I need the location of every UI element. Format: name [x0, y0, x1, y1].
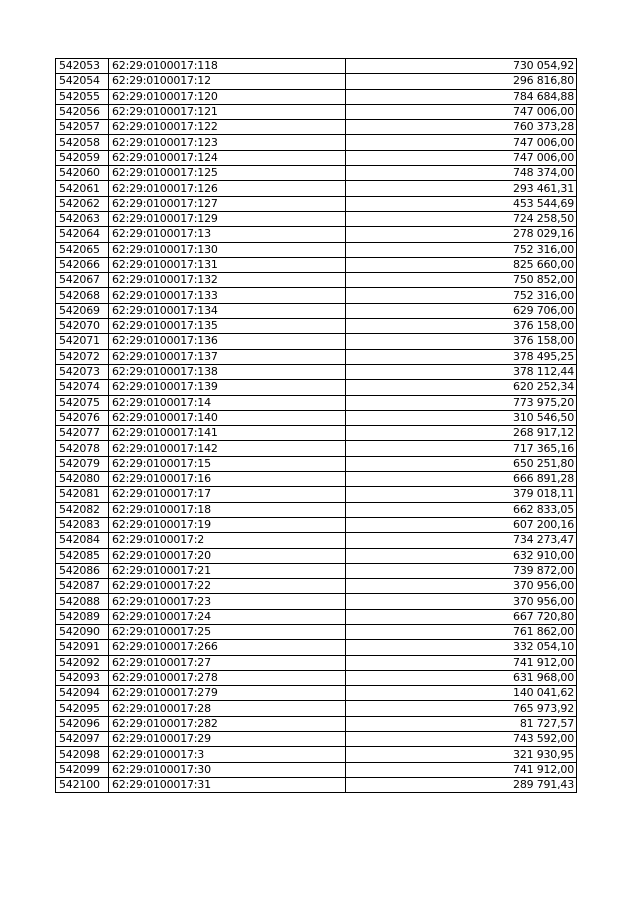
cadastral-number-cell: 62:29:0100017:125	[109, 166, 346, 181]
value-cell: 632 910,00	[346, 548, 577, 563]
table-row	[56, 135, 577, 150]
row-id-cell: 542058	[56, 135, 109, 150]
value-cell: 321 930,95	[346, 747, 577, 762]
cadastral-number-cell: 62:29:0100017:23	[109, 594, 346, 609]
value-cell: 268 917,12	[346, 426, 577, 441]
cadastral-number-cell: 62:29:0100017:3	[109, 747, 346, 762]
value-cell: 370 956,00	[346, 594, 577, 609]
cadastral-number-cell: 62:29:0100017:131	[109, 257, 346, 272]
table-row	[56, 533, 577, 548]
row-id-cell: 542100	[56, 777, 109, 792]
value-cell: 747 006,00	[346, 135, 577, 150]
row-id-cell: 542089	[56, 609, 109, 624]
row-id-cell: 542077	[56, 426, 109, 441]
cadastral-number-cell: 62:29:0100017:21	[109, 563, 346, 578]
value-cell: 717 365,16	[346, 441, 577, 456]
table-row	[56, 686, 577, 701]
value-cell: 296 816,80	[346, 74, 577, 89]
row-id-cell: 542062	[56, 196, 109, 211]
value-cell: 760 373,28	[346, 120, 577, 135]
table-row	[56, 701, 577, 716]
value-cell: 310 546,50	[346, 410, 577, 425]
cadastral-number-cell: 62:29:0100017:19	[109, 517, 346, 532]
value-cell: 730 054,92	[346, 59, 577, 74]
cadastral-number-cell: 62:29:0100017:278	[109, 670, 346, 685]
table-row	[56, 579, 577, 594]
row-id-cell: 542064	[56, 227, 109, 242]
cadastral-number-cell: 62:29:0100017:13	[109, 227, 346, 242]
row-id-cell: 542063	[56, 211, 109, 226]
cadastral-value-table	[55, 58, 577, 793]
table-body	[56, 59, 577, 793]
table-row	[56, 563, 577, 578]
table-row	[56, 288, 577, 303]
value-cell: 734 273,47	[346, 533, 577, 548]
row-id-cell: 542082	[56, 502, 109, 517]
table-row	[56, 670, 577, 685]
table-row	[56, 548, 577, 563]
row-id-cell: 542097	[56, 732, 109, 747]
table-row	[56, 227, 577, 242]
cadastral-number-cell: 62:29:0100017:12	[109, 74, 346, 89]
table-row	[56, 303, 577, 318]
cadastral-number-cell: 62:29:0100017:17	[109, 487, 346, 502]
table-row	[56, 487, 577, 502]
cadastral-number-cell: 62:29:0100017:127	[109, 196, 346, 211]
row-id-cell: 542076	[56, 410, 109, 425]
cadastral-number-cell: 62:29:0100017:121	[109, 104, 346, 119]
value-cell: 765 973,92	[346, 701, 577, 716]
row-id-cell: 542084	[56, 533, 109, 548]
value-cell: 662 833,05	[346, 502, 577, 517]
row-id-cell: 542078	[56, 441, 109, 456]
cadastral-number-cell: 62:29:0100017:120	[109, 89, 346, 104]
row-id-cell: 542092	[56, 655, 109, 670]
cadastral-number-cell: 62:29:0100017:138	[109, 364, 346, 379]
value-cell: 378 112,44	[346, 364, 577, 379]
cadastral-number-cell: 62:29:0100017:266	[109, 640, 346, 655]
value-cell: 666 891,28	[346, 472, 577, 487]
row-id-cell: 542054	[56, 74, 109, 89]
cadastral-number-cell: 62:29:0100017:137	[109, 349, 346, 364]
value-cell: 293 461,31	[346, 181, 577, 196]
value-cell: 631 968,00	[346, 670, 577, 685]
value-cell: 752 316,00	[346, 288, 577, 303]
value-cell: 724 258,50	[346, 211, 577, 226]
table-row	[56, 349, 577, 364]
row-id-cell: 542061	[56, 181, 109, 196]
cadastral-number-cell: 62:29:0100017:15	[109, 456, 346, 471]
table-row	[56, 273, 577, 288]
row-id-cell: 542085	[56, 548, 109, 563]
value-cell: 370 956,00	[346, 579, 577, 594]
table-row	[56, 89, 577, 104]
value-cell: 629 706,00	[346, 303, 577, 318]
cadastral-number-cell: 62:29:0100017:27	[109, 655, 346, 670]
value-cell: 278 029,16	[346, 227, 577, 242]
table-row	[56, 441, 577, 456]
table-row	[56, 211, 577, 226]
value-cell: 743 592,00	[346, 732, 577, 747]
row-id-cell: 542068	[56, 288, 109, 303]
table-row	[56, 502, 577, 517]
table-row	[56, 472, 577, 487]
row-id-cell: 542069	[56, 303, 109, 318]
table-row	[56, 150, 577, 165]
table-row	[56, 257, 577, 272]
cadastral-number-cell: 62:29:0100017:20	[109, 548, 346, 563]
cadastral-number-cell: 62:29:0100017:141	[109, 426, 346, 441]
value-cell: 140 041,62	[346, 686, 577, 701]
row-id-cell: 542099	[56, 762, 109, 777]
value-cell: 607 200,16	[346, 517, 577, 532]
table-row	[56, 594, 577, 609]
cadastral-number-cell: 62:29:0100017:136	[109, 334, 346, 349]
value-cell: 748 374,00	[346, 166, 577, 181]
table-row	[56, 59, 577, 74]
value-cell: 378 495,25	[346, 349, 577, 364]
value-cell: 747 006,00	[346, 150, 577, 165]
table-row	[56, 517, 577, 532]
cadastral-number-cell: 62:29:0100017:130	[109, 242, 346, 257]
cadastral-number-cell: 62:29:0100017:126	[109, 181, 346, 196]
value-cell: 667 720,80	[346, 609, 577, 624]
table-row	[56, 196, 577, 211]
value-cell: 376 158,00	[346, 319, 577, 334]
row-id-cell: 542053	[56, 59, 109, 74]
cadastral-number-cell: 62:29:0100017:129	[109, 211, 346, 226]
row-id-cell: 542090	[56, 624, 109, 639]
row-id-cell: 542094	[56, 686, 109, 701]
row-id-cell: 542075	[56, 395, 109, 410]
value-cell: 761 862,00	[346, 624, 577, 639]
value-cell: 741 912,00	[346, 655, 577, 670]
value-cell: 620 252,34	[346, 380, 577, 395]
cadastral-number-cell: 62:29:0100017:142	[109, 441, 346, 456]
table-row	[56, 655, 577, 670]
cadastral-number-cell: 62:29:0100017:28	[109, 701, 346, 716]
row-id-cell: 542096	[56, 716, 109, 731]
row-id-cell: 542065	[56, 242, 109, 257]
table-row	[56, 732, 577, 747]
table-row	[56, 380, 577, 395]
value-cell: 81 727,57	[346, 716, 577, 731]
value-cell: 739 872,00	[346, 563, 577, 578]
row-id-cell: 542060	[56, 166, 109, 181]
cadastral-number-cell: 62:29:0100017:282	[109, 716, 346, 731]
table-row	[56, 410, 577, 425]
value-cell: 741 912,00	[346, 762, 577, 777]
cadastral-number-cell: 62:29:0100017:118	[109, 59, 346, 74]
row-id-cell: 542057	[56, 120, 109, 135]
value-cell: 379 018,11	[346, 487, 577, 502]
table-row	[56, 104, 577, 119]
row-id-cell: 542088	[56, 594, 109, 609]
cadastral-number-cell: 62:29:0100017:25	[109, 624, 346, 639]
value-cell: 376 158,00	[346, 334, 577, 349]
row-id-cell: 542086	[56, 563, 109, 578]
table-row	[56, 426, 577, 441]
row-id-cell: 542067	[56, 273, 109, 288]
table-row	[56, 624, 577, 639]
cadastral-number-cell: 62:29:0100017:31	[109, 777, 346, 792]
value-cell: 773 975,20	[346, 395, 577, 410]
table-row	[56, 242, 577, 257]
row-id-cell: 542079	[56, 456, 109, 471]
table-row	[56, 319, 577, 334]
table-row	[56, 747, 577, 762]
row-id-cell: 542071	[56, 334, 109, 349]
row-id-cell: 542059	[56, 150, 109, 165]
row-id-cell: 542087	[56, 579, 109, 594]
table-row	[56, 181, 577, 196]
value-cell: 752 316,00	[346, 242, 577, 257]
table-row	[56, 120, 577, 135]
cadastral-number-cell: 62:29:0100017:140	[109, 410, 346, 425]
row-id-cell: 542095	[56, 701, 109, 716]
cadastral-number-cell: 62:29:0100017:16	[109, 472, 346, 487]
row-id-cell: 542074	[56, 380, 109, 395]
table-row	[56, 609, 577, 624]
row-id-cell: 542098	[56, 747, 109, 762]
table-row	[56, 456, 577, 471]
value-cell: 784 684,88	[346, 89, 577, 104]
cadastral-number-cell: 62:29:0100017:135	[109, 319, 346, 334]
cadastral-number-cell: 62:29:0100017:2	[109, 533, 346, 548]
row-id-cell: 542072	[56, 349, 109, 364]
value-cell: 453 544,69	[346, 196, 577, 211]
row-id-cell: 542081	[56, 487, 109, 502]
value-cell: 289 791,43	[346, 777, 577, 792]
row-id-cell: 542091	[56, 640, 109, 655]
row-id-cell: 542073	[56, 364, 109, 379]
cadastral-number-cell: 62:29:0100017:139	[109, 380, 346, 395]
table-row	[56, 364, 577, 379]
cadastral-number-cell: 62:29:0100017:124	[109, 150, 346, 165]
table-row	[56, 777, 577, 792]
table-row	[56, 166, 577, 181]
cadastral-number-cell: 62:29:0100017:122	[109, 120, 346, 135]
value-cell: 650 251,80	[346, 456, 577, 471]
value-cell: 825 660,00	[346, 257, 577, 272]
cadastral-number-cell: 62:29:0100017:279	[109, 686, 346, 701]
row-id-cell: 542055	[56, 89, 109, 104]
table-row	[56, 74, 577, 89]
cadastral-number-cell: 62:29:0100017:18	[109, 502, 346, 517]
table-row	[56, 762, 577, 777]
cadastral-number-cell: 62:29:0100017:14	[109, 395, 346, 410]
value-cell: 332 054,10	[346, 640, 577, 655]
cadastral-number-cell: 62:29:0100017:132	[109, 273, 346, 288]
table-row	[56, 640, 577, 655]
cadastral-number-cell: 62:29:0100017:133	[109, 288, 346, 303]
cadastral-number-cell: 62:29:0100017:22	[109, 579, 346, 594]
row-id-cell: 542066	[56, 257, 109, 272]
cadastral-number-cell: 62:29:0100017:24	[109, 609, 346, 624]
cadastral-number-cell: 62:29:0100017:123	[109, 135, 346, 150]
value-cell: 747 006,00	[346, 104, 577, 119]
row-id-cell: 542056	[56, 104, 109, 119]
row-id-cell: 542083	[56, 517, 109, 532]
cadastral-number-cell: 62:29:0100017:30	[109, 762, 346, 777]
cadastral-number-cell: 62:29:0100017:134	[109, 303, 346, 318]
table-row	[56, 716, 577, 731]
value-cell: 750 852,00	[346, 273, 577, 288]
table-row	[56, 334, 577, 349]
cadastral-number-cell: 62:29:0100017:29	[109, 732, 346, 747]
row-id-cell: 542080	[56, 472, 109, 487]
row-id-cell: 542070	[56, 319, 109, 334]
row-id-cell: 542093	[56, 670, 109, 685]
table-row	[56, 395, 577, 410]
